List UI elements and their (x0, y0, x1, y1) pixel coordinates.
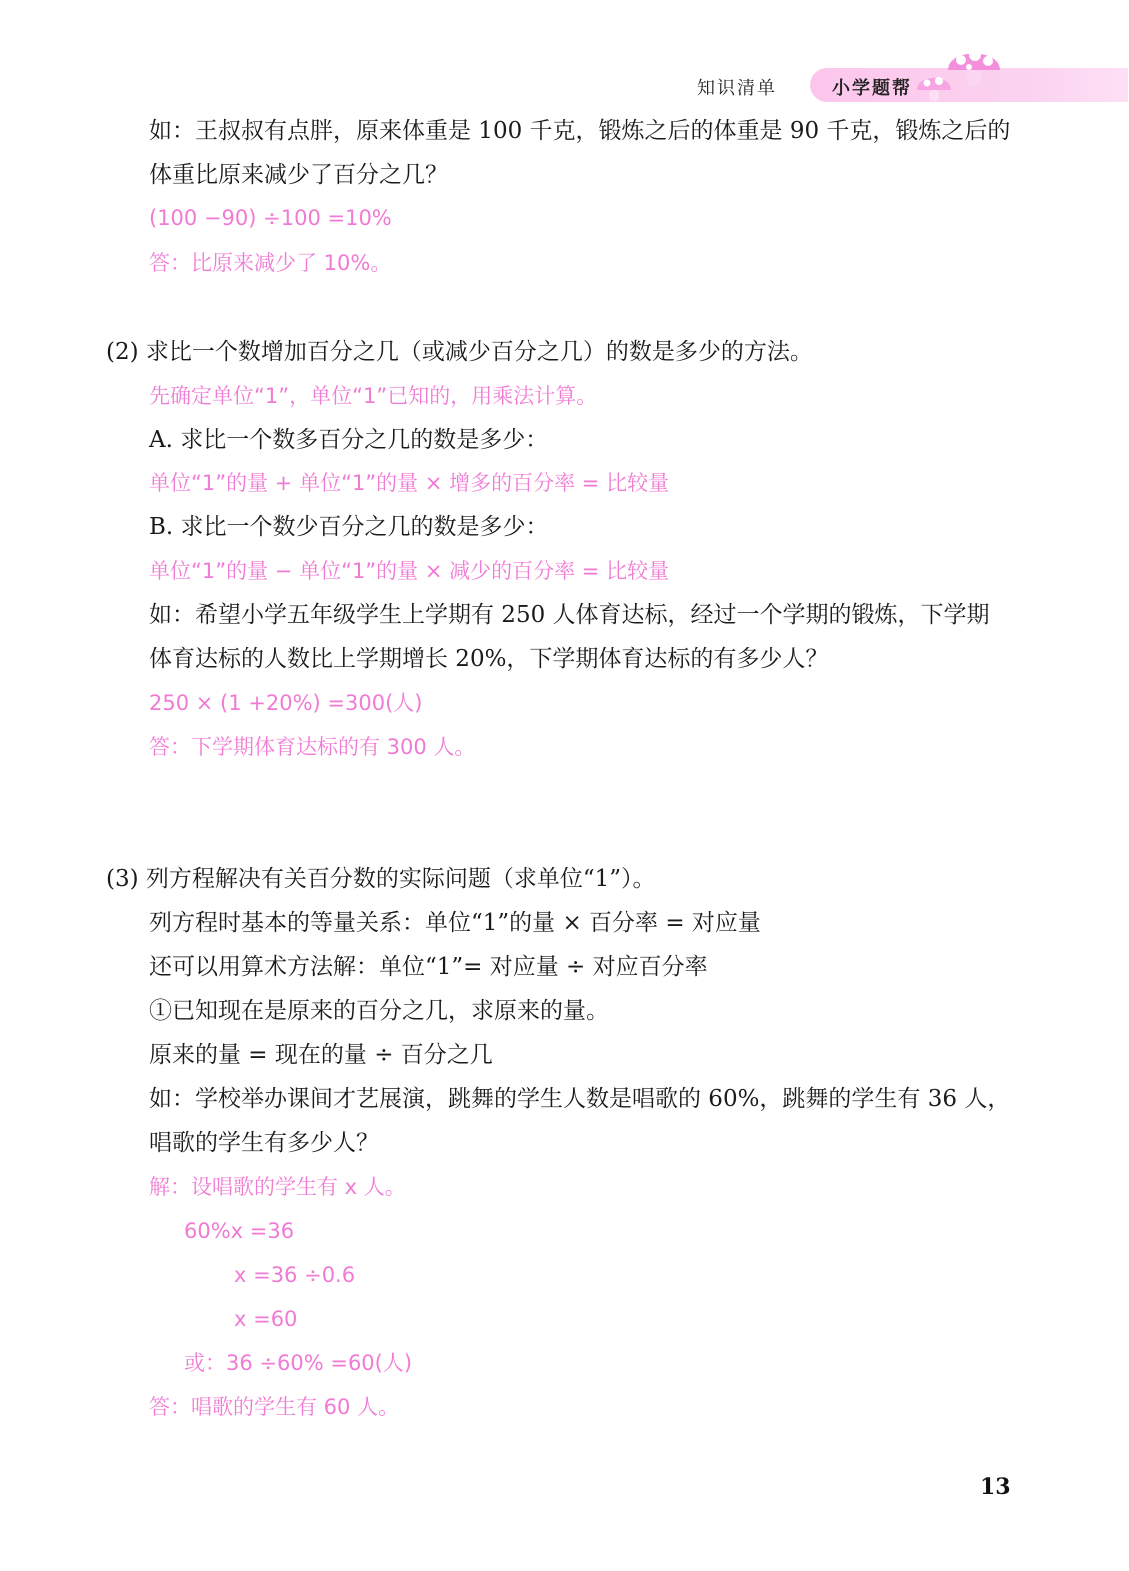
header-section-title: 知识清单 (697, 78, 777, 99)
section-3-arithmetic: 还可以用算术方法解：单位“1”= 对应量 ÷ 对应百分率 (149, 954, 708, 980)
example-weight-question-line1: 如：王叔叔有点胖，原来体重是 100 千克，锻炼之后的体重是 90 千克，锻炼之后的 (149, 118, 1011, 144)
mushroom-small-icon (915, 70, 953, 104)
page-number: 13 (980, 1474, 1011, 1500)
example-sports-question-line2: 体育达标的人数比上学期增长 20%，下学期体育达标的有多少人？ (149, 646, 829, 672)
example-weight-question-line2: 体重比原来减少了百分之几？ (149, 162, 448, 188)
answer-dance-let: 解：设唱歌的学生有 x 人。 (149, 1175, 406, 1199)
section-2-b-formula: 单位“1”的量 − 单位“1”的量 × 减少的百分率 = 比较量 (149, 559, 670, 583)
answer-dance-equation: 60%x =36 (184, 1219, 295, 1243)
section-2-heading: (2) 求比一个数增加百分之几（或减少百分之几）的数是多少的方法。 (106, 339, 813, 365)
example-dance-question-line1: 如：学校举办课间才艺展演，跳舞的学生人数是唱歌的 60%，跳舞的学生有 36 人， (149, 1086, 1011, 1112)
section-2-a-title: A. 求比一个数多百分之几的数是多少： (149, 427, 549, 453)
answer-sports-result: 答：下学期体育达标的有 300 人。 (149, 735, 476, 759)
mushroom-large-icon (945, 38, 1003, 90)
example-sports-question-line1: 如：希望小学五年级学生上学期有 250 人体育达标，经过一个学期的锻炼，下学期 (149, 602, 990, 628)
answer-dance-alternative: 或：36 ÷60% =60(人) (184, 1351, 413, 1375)
answer-sports-formula: 250 × (1 +20%) =300(人) (149, 691, 423, 715)
section-2-a-formula: 单位“1”的量 + 单位“1”的量 × 增多的百分率 = 比较量 (149, 471, 670, 495)
answer-dance-solution: x =60 (234, 1307, 298, 1331)
section-3-relation: 列方程时基本的等量关系：单位“1”的量 × 百分率 = 对应量 (149, 910, 761, 936)
section-3-case-1: ①已知现在是原来的百分之几，求原来的量。 (149, 998, 609, 1024)
section-3-case-1-formula: 原来的量 = 现在的量 ÷ 百分之几 (149, 1042, 493, 1068)
example-dance-question-line2: 唱歌的学生有多少人？ (149, 1130, 379, 1156)
section-2-method: 先确定单位“1”，单位“1”已知的，用乘法计算。 (149, 384, 598, 408)
answer-dance-step: x =36 ÷0.6 (234, 1263, 356, 1287)
header-brand: 小学题帮 (832, 78, 912, 99)
section-3-heading: (3) 列方程解决有关百分数的实际问题（求单位“1”）。 (106, 866, 656, 892)
section-2-b-title: B. 求比一个数少百分之几的数是多少： (149, 514, 549, 540)
answer-weight-result: 答：比原来减少了 10%。 (149, 251, 392, 275)
answer-dance-result: 答：唱歌的学生有 60 人。 (149, 1395, 400, 1419)
answer-weight-formula: (100 −90) ÷100 =10% (149, 206, 392, 230)
